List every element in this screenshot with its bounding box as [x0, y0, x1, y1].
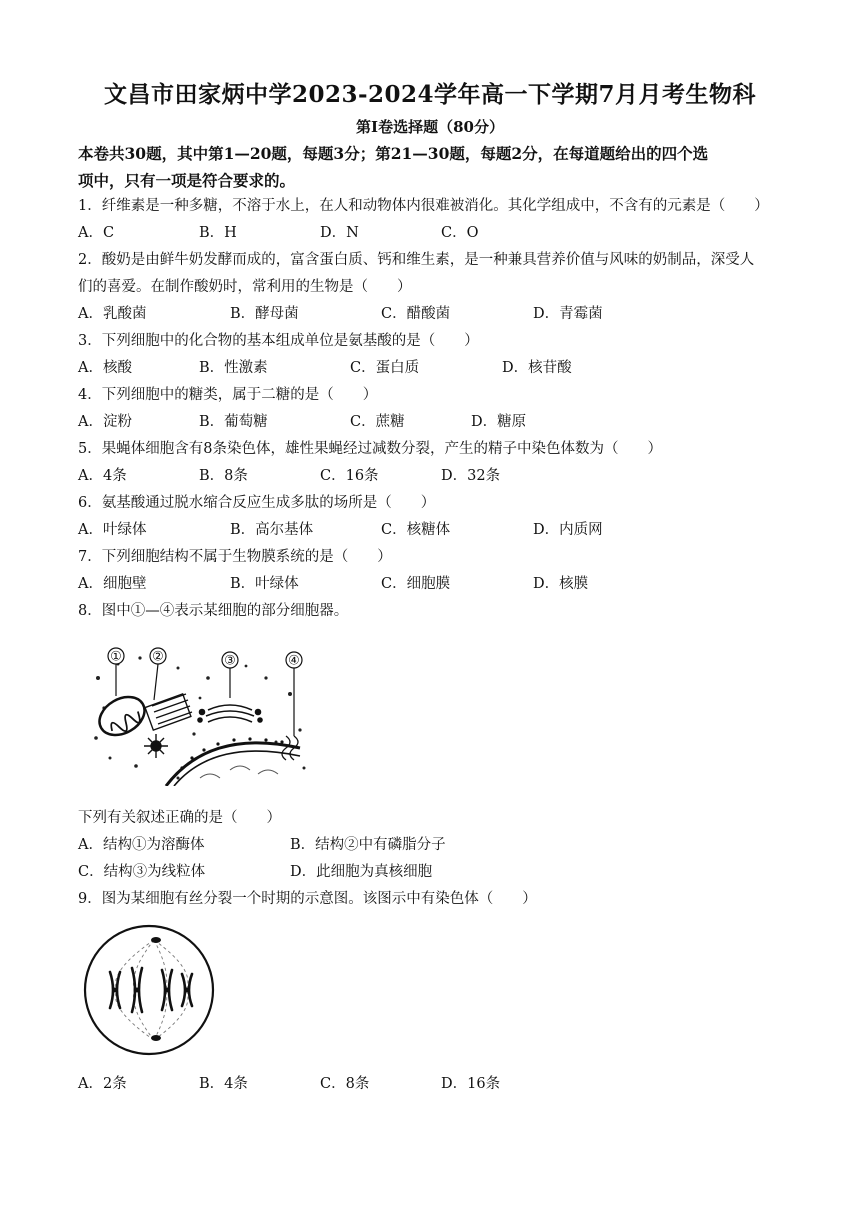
question-9-option-b: B．4条	[199, 1076, 248, 1092]
question-6-option-b: B．高尔基体	[230, 522, 314, 538]
figure-label-2: ②	[152, 649, 164, 665]
question-3-option-c: C．蛋白质	[350, 360, 420, 376]
page-title: 文昌市田家炳中学2023-2024学年高一下学期7月月考生物科	[103, 81, 757, 108]
instructions-line-1: 本卷共30题，其中第1—20题，每题3分；第21—30题，每题2分，在每道题给出的四个选	[78, 144, 709, 163]
question-4-option-a: A．淀粉	[78, 414, 132, 430]
question-4-option-d: D．糖原	[471, 414, 527, 430]
figure-label-1: ①	[110, 649, 122, 665]
question-1-option-c: C．O	[441, 225, 479, 241]
section-title: 第I卷选择题（80分）	[356, 118, 504, 136]
question-8-option-a: A．结构①为溶酶体	[78, 837, 205, 853]
question-3-option-b: B．性激素	[199, 360, 268, 376]
question-1-stem: 1．纤维素是一种多糖，不溶于水上，在人和动物体内很难被消化。其化学组成中，不含有的元素是（ ）	[78, 198, 769, 214]
question-6-option-a: A．叶绿体	[78, 522, 147, 538]
figure-label-3: ③	[224, 653, 236, 669]
question-2-option-b: B．酵母菌	[230, 306, 299, 322]
question-8-option-d: D．此细胞为真核细胞	[290, 864, 433, 880]
question-1-option-b: B．H	[199, 225, 237, 241]
question-4-option-b: B．葡萄糖	[199, 414, 268, 430]
question-7-option-b: B．叶绿体	[230, 576, 299, 592]
figure-label-4: ④	[288, 653, 300, 669]
question-5-option-d: D．32条	[441, 468, 501, 484]
organelle-figure	[90, 638, 312, 786]
question-7-option-d: D．核膜	[533, 576, 589, 592]
question-8-stem-2: 下列有关叙述正确的是（ ）	[78, 810, 281, 826]
question-6-option-c: C．核糖体	[381, 522, 451, 538]
question-9-option-a: A．2条	[78, 1076, 127, 1092]
question-2-stem-line-2: 们的喜爱。在制作酸奶时，常利用的生物是（ ）	[78, 279, 412, 295]
mitosis-figure	[80, 920, 218, 1060]
question-3-option-a: A．核酸	[78, 360, 132, 376]
question-5-option-a: A．4条	[78, 468, 127, 484]
instructions-line-2: 项中，只有一项是符合要求的。	[78, 171, 296, 190]
question-1-option-a: A．C	[78, 225, 115, 241]
question-6-stem: 6．氨基酸通过脱水缩合反应生成多肽的场所是（ ）	[78, 495, 436, 511]
question-5-option-b: B．8条	[199, 468, 248, 484]
question-5-option-c: C．16条	[320, 468, 379, 484]
question-2-stem-line-1: 2．酸奶是由鲜牛奶发酵而成的，富含蛋白质、钙和维生素，是一种兼具营养价值与风味的奶制品，深受人	[78, 252, 755, 268]
question-7-stem: 7．下列细胞结构不属于生物膜系统的是（ ）	[78, 549, 392, 565]
question-5-stem: 5．果蝇体细胞含有8条染色体，雄性果蝇经过减数分裂，产生的精子中染色体数为（ ）	[78, 441, 662, 457]
question-7-option-c: C．细胞膜	[381, 576, 451, 592]
question-2-option-d: D．青霉菌	[533, 306, 603, 322]
question-3-option-d: D．核苷酸	[502, 360, 572, 376]
question-9-option-c: C．8条	[320, 1076, 370, 1092]
question-4-option-c: C．蔗糖	[350, 414, 405, 430]
question-3-stem: 3．下列细胞中的化合物的基本组成单位是氨基酸的是（ ）	[78, 333, 479, 349]
question-9-option-d: D．16条	[441, 1076, 501, 1092]
question-6-option-d: D．内质网	[533, 522, 603, 538]
question-4-stem: 4．下列细胞中的糖类，属于二糖的是（ ）	[78, 387, 378, 403]
question-2-option-c: C．醋酸菌	[381, 306, 451, 322]
question-7-option-a: A．细胞壁	[78, 576, 147, 592]
question-2-option-a: A．乳酸菌	[78, 306, 147, 322]
question-8-option-c: C．结构③为线粒体	[78, 864, 206, 880]
question-1-option-d: D．N	[320, 225, 359, 241]
question-9-stem: 9．图为某细胞有丝分裂一个时期的示意图。该图示中有染色体（ ）	[78, 891, 537, 907]
question-8-stem: 8．图中①—④表示某细胞的部分细胞器。	[78, 603, 349, 619]
question-8-option-b: B．结构②中有磷脂分子	[290, 837, 446, 853]
